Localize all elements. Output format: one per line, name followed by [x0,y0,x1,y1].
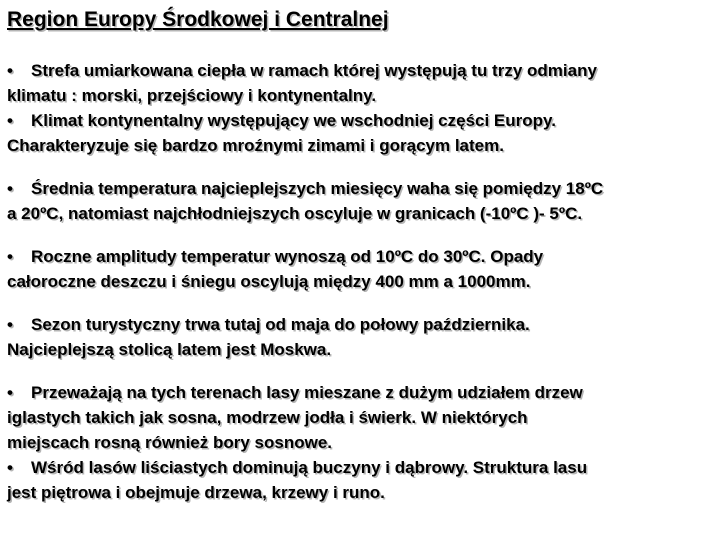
bullet-item-7-line-1: Wśród lasów liściastych dominują buczyny i dąbrowy. Struktura lasu [31,458,588,477]
bullet-icon: • [7,383,13,402]
bullet-item-3-line-1: Średnia temperatura najcieplejszych miesięcy waha się pomiędzy 18ºC [31,179,604,198]
bullet-icon: • [7,61,13,80]
slide-title: Region Europy Środkowej i Centralnej [7,8,389,31]
bullet-icon: • [7,111,13,130]
bullet-item-2-line-1: Klimat kontynentalny występujący we wschodniej części Europy. [31,111,556,130]
bullet-item-5 [7,312,713,362]
bullet-item-3 [7,176,713,226]
bullet-item-3-line-2: a 20ºC, natomiast najchłodniejszych oscyluje w granicach (-10ºC )- 5ºC. [7,204,583,223]
bullet-item-5-line-1: Sezon turystyczny trwa tutaj od maja do połowy października. [31,315,530,334]
bullet-list [7,58,713,505]
bullet-item-7 [7,455,713,505]
bullet-item-7-line-2: jest piętrowa i obejmuje drzewa, krzewy i runo. [7,483,385,502]
bullet-item-5-line-2: Najcieplejszą stolicą latem jest Moskwa. [7,340,332,359]
bullet-icon: • [7,179,13,198]
bullet-item-2-line-2: Charakteryzuje się bardzo mroźnymi zimami i gorącym latem. [7,136,504,155]
bullet-icon: • [7,247,13,266]
bullet-item-6-line-1: Przeważają na tych terenach lasy mieszane z dużym udziałem drzew [31,383,583,402]
bullet-item-1-line-1: Strefa umiarkowana ciepła w ramach której występują tu trzy odmiany [31,61,597,80]
bullet-item-4-line-1: Roczne amplitudy temperatur wynoszą od 10ºC do 30ºC. Opady [31,247,544,266]
bullet-item-2 [7,108,713,158]
bullet-item-1-line-2: klimatu : morski, przejściowy i kontynentalny. [7,86,377,105]
bullet-item-4 [7,244,713,294]
bullet-item-1 [7,58,713,108]
bullet-item-6-line-2: iglastych takich jak sosna, modrzew jodła i świerk. W niektórych [7,408,528,427]
bullet-item-6 [7,380,713,455]
bullet-item-6-line-3: miejscach rosną również bory sosnowe. [7,433,332,452]
bullet-icon: • [7,458,13,477]
bullet-icon: • [7,315,13,334]
bullet-item-4-line-2: całoroczne deszczu i śniegu oscylują między 400 mm a 1000mm. [7,272,531,291]
